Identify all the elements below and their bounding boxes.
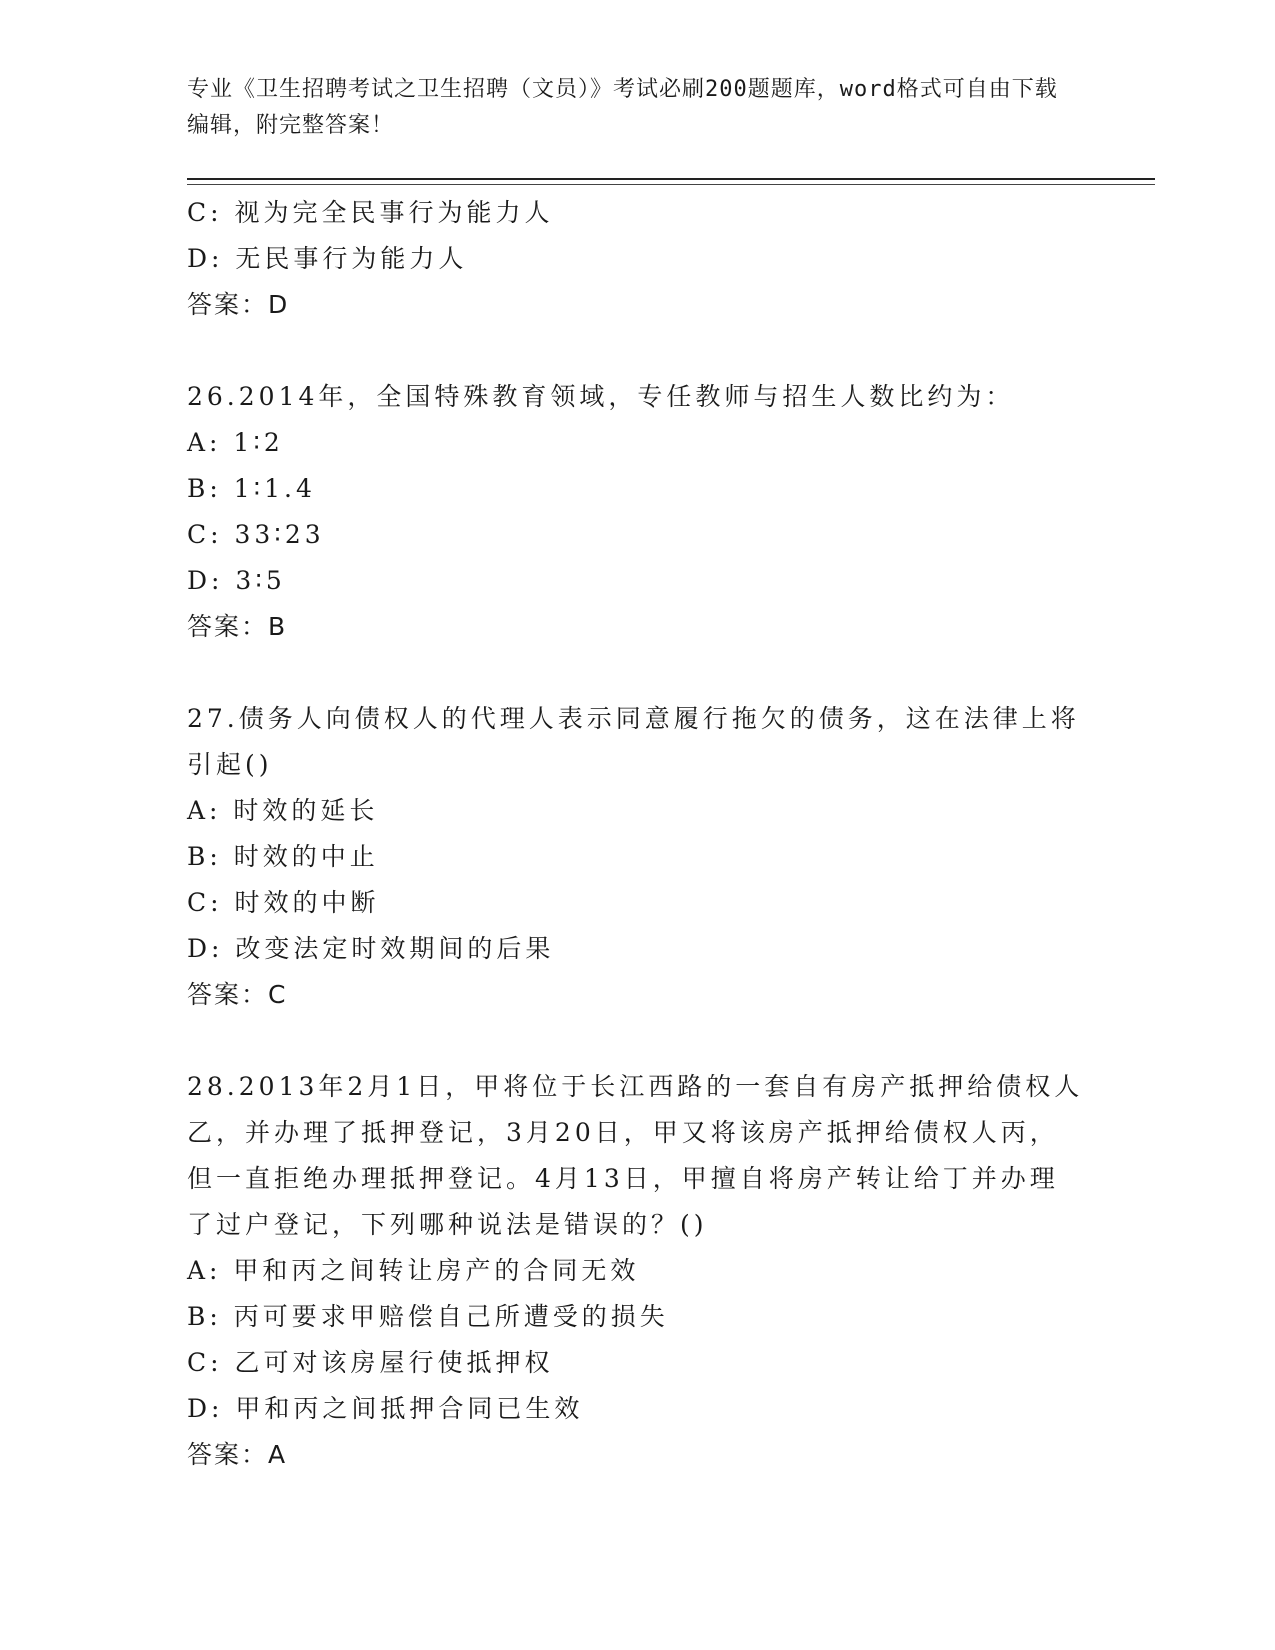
option-d: D: 改变法定时效期间的后果 xyxy=(187,934,555,963)
option-c: C: 33∶23 xyxy=(187,520,325,549)
question-stem: 26.2014年，全国特殊教育领域，专任教师与招生人数比约为： xyxy=(187,382,1015,411)
header-divider-thick xyxy=(187,178,1155,180)
option-b: B: 丙可要求甲赔偿自己所遭受的损失 xyxy=(187,1302,669,1331)
question-stem: 27.债务人向债权人的代理人表示同意履行拖欠的债务，这在法律上将引起() xyxy=(187,704,1080,779)
header-divider-thin xyxy=(187,184,1155,185)
question-26 xyxy=(187,374,1087,650)
answer-line: 答案：B xyxy=(187,612,288,641)
option-c: C: 乙可对该房屋行使抵押权 xyxy=(187,1348,554,1377)
option-d: D: 无民事行为能力人 xyxy=(187,244,468,273)
option-b: B: 1∶1.4 xyxy=(187,474,316,503)
option-a: A: 甲和丙之间转让房产的合同无效 xyxy=(187,1256,640,1285)
option-d: D: 甲和丙之间抵押合同已生效 xyxy=(187,1394,584,1423)
option-a: A: 时效的延长 xyxy=(187,796,379,825)
answer-line: 答案：C xyxy=(187,980,288,1009)
option-c: C: 时效的中断 xyxy=(187,888,380,917)
question-stem: 28.2013年2月1日，甲将位于长江西路的一套自有房产抵押给债权人乙，并办理了抵押登记，3月20日，甲又将该房产抵押给债权人丙，但一直拒绝办理抵押登记。4月13日，甲擅自将房产转让给丁并办理了过户登记，下列哪种说法是错误的？() xyxy=(187,1072,1084,1239)
question-28 xyxy=(187,1064,1087,1478)
answer-line: 答案：A xyxy=(187,1440,288,1469)
continued-question xyxy=(187,190,1087,328)
question-27 xyxy=(187,696,1087,1018)
question-list xyxy=(187,190,1087,1478)
document-header: 专业《卫生招聘考试之卫生招聘（文员）》考试必刷200题题库，word格式可自由下载编辑，附完整答案！ xyxy=(187,77,1058,138)
option-b: B: 时效的中止 xyxy=(187,842,379,871)
option-a: A: 1∶2 xyxy=(187,428,284,457)
answer-line: 答案：D xyxy=(187,290,290,319)
option-d: D: 3∶5 xyxy=(187,566,286,595)
option-c: C: 视为完全民事行为能力人 xyxy=(187,198,554,227)
